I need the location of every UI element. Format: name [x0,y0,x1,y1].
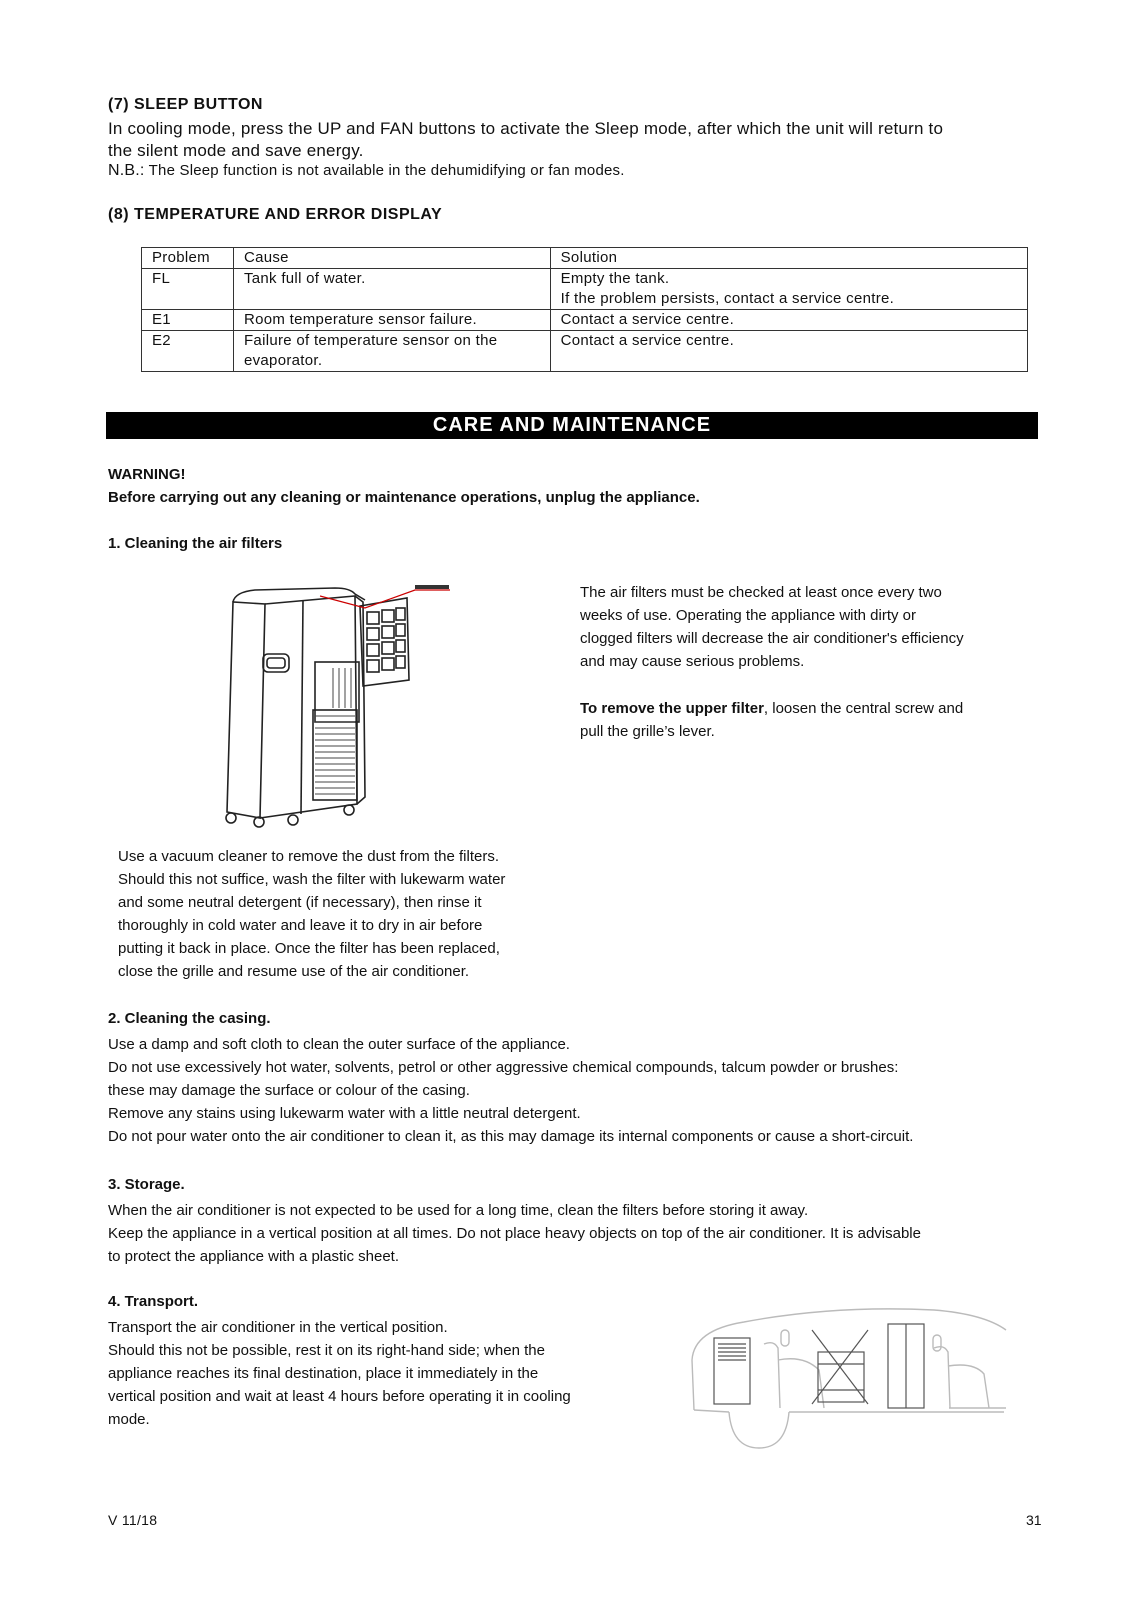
solution-cell: Contact a service centre. [550,310,1027,331]
text-line: close the grille and resume use of the air conditioner. [118,963,470,980]
text-line: Keep the appliance in a vertical position at all times. Do not place heavy objects on top of the air conditioner. It is advisable [108,1225,921,1242]
storage-text [108,1199,921,1268]
sleep-note-text: The Sleep function is not available in the dehumidifying or fan modes. [148,162,625,179]
table-row [142,269,1028,310]
cause-cell: Room temperature sensor failure. [233,310,550,331]
solution-line: If the problem persists, contact a service centre. [560,290,895,307]
cause-cell [233,331,550,372]
sleep-heading: (7) SLEEP BUTTON [108,96,263,113]
text-line: these may damage the surface or colour of the casing. [108,1082,470,1099]
problem-cell: FL [142,269,234,310]
sleep-note [108,162,625,180]
page-number: 31 [1026,1512,1042,1528]
filters-heading: 1. Cleaning the air filters [108,535,283,552]
text-line: to protect the appliance with a plastic sheet. [108,1248,400,1265]
sleep-line-1: In cooling mode, press the UP and FAN buttons to activate the Sleep mode, after which the unit will return to [108,119,944,138]
table-row [142,310,1028,331]
sleep-line-2: the silent mode and save energy. [108,141,364,160]
text-line: putting it back in place. Once the filter has been replaced, [118,940,500,957]
cause-line: Failure of temperature sensor on the [243,332,498,349]
table-header-row [142,248,1028,269]
text-line: vertical position and wait at least 4 hours before operating it in cooling [108,1388,571,1405]
text-line: The air filters must be checked at least once every two [580,584,942,601]
transport-text [108,1316,571,1431]
car-transport-illustration [684,1300,1014,1450]
text-line: Remove any stains using lukewarm water with a little neutral detergent. [108,1105,581,1122]
text-line: Use a vacuum cleaner to remove the dust from the filters. [118,848,499,865]
air-conditioner-filter-illustration [215,582,485,842]
remove-filter-rest: , loosen the central screw and [763,700,964,717]
text-line: pull the grille’s lever. [580,723,715,740]
text-line: Use a damp and soft cloth to clean the outer surface of the appliance. [108,1036,570,1053]
transport-heading: 4. Transport. [108,1293,199,1310]
sleep-note-label: N.B.: [108,162,145,179]
remove-filter-text [580,697,963,743]
solution-cell [550,269,1027,310]
text-line: Should this not suffice, wash the filter with lukewarm water [118,871,506,888]
text-line: Transport the air conditioner in the vertical position. [108,1319,448,1336]
cause-line: evaporator. [243,352,323,369]
problem-cell: E1 [142,310,234,331]
header-solution: Solution [550,248,1027,269]
remove-filter-bold: To remove the upper filter [580,700,764,717]
storage-heading: 3. Storage. [108,1176,185,1193]
text-line: weeks of use. Operating the appliance with dirty or [580,607,917,624]
footer-version: V 11/18 [108,1512,158,1528]
table-row [142,331,1028,372]
casing-heading: 2. Cleaning the casing. [108,1010,271,1027]
header-problem: Problem [142,248,234,269]
cause-cell: Tank full of water. [233,269,550,310]
text-line: Do not use excessively hot water, solvents, petrol or other aggressive chemical compounds, talcum powder or brushes: [108,1059,899,1076]
casing-text [108,1033,913,1148]
text-line: appliance reaches its final destination, place it immediately in the [108,1365,539,1382]
filters-check-text [580,581,964,673]
text-line: and may cause serious problems. [580,653,805,670]
text-line: mode. [108,1411,150,1428]
text-line [580,697,963,720]
text-line: Should this not be possible, rest it on its right-hand side; when the [108,1342,545,1359]
error-table [141,247,1028,372]
filters-cleaning-text [118,845,505,983]
header-cause: Cause [233,248,550,269]
text-line: clogged filters will decrease the air conditioner's efficiency [580,630,964,647]
display-heading: (8) TEMPERATURE AND ERROR DISPLAY [108,206,443,223]
solution-cell: Contact a service centre. [550,331,1027,372]
text-line: Do not pour water onto the air conditioner to clean it, as this may damage its internal components or cause a short-circuit. [108,1128,914,1145]
solution-line: Empty the tank. [560,270,670,287]
warning-title: WARNING! [108,466,186,483]
warning-text: Before carrying out any cleaning or maintenance operations, unplug the appliance. [108,489,700,506]
problem-cell: E2 [142,331,234,372]
text-line: thoroughly in cold water and leave it to dry in air before [118,917,483,934]
text-line: When the air conditioner is not expected to be used for a long time, clean the filters before storing it away. [108,1202,809,1219]
care-maintenance-band: CARE AND MAINTENANCE [106,412,1038,439]
text-line: and some neutral detergent (if necessary), then rinse it [118,894,482,911]
